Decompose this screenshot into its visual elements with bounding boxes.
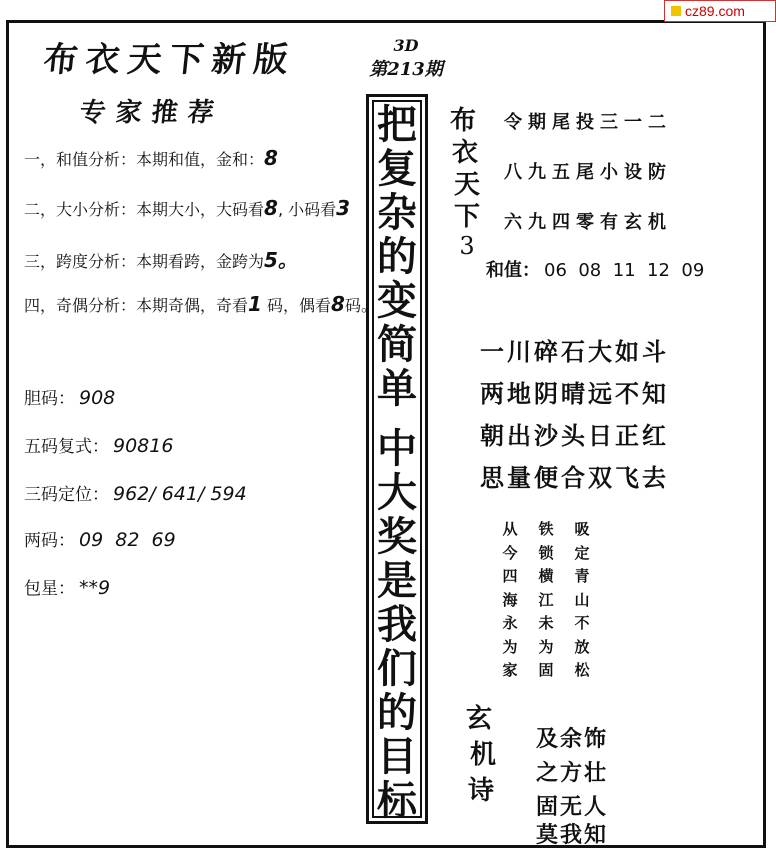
slogan-banner [366,94,428,824]
analysis-label: 三，跨度分析：本期看跨，金跨为 [24,252,265,271]
analysis-label: 四，奇偶分析：本期奇偶，奇看 [24,296,249,315]
analysis-value: 5。 [264,248,298,272]
banner-char: 杂 [377,189,417,236]
pick-dan [24,384,115,409]
hint-line: 八九五尾小设防 [504,162,672,183]
pick-value: 962/ 641/ 594 [113,483,247,505]
analysis-sum [24,146,278,170]
verse-char: 未 [538,614,554,632]
banner-char: 中 [377,425,417,472]
pick-label: 三码定位： [24,485,109,505]
analysis-oddeven [24,292,377,316]
hezhi-label: 和值： [486,260,540,281]
verse-char: 锁 [538,543,554,562]
pick-label: 胆码： [24,389,75,409]
analysis-value-2: 8 [331,292,345,316]
page-title: 布衣天下新版 [41,40,298,80]
banner-char: 把 [377,101,417,148]
poem-line: 朝出沙头日正红 [480,421,669,450]
side-heading-char: 布 [449,106,476,136]
poem-line: 两地阴晴远不知 [480,379,669,408]
issue-game: 3D [393,36,419,55]
xuanji-line: 之方壮 [536,760,609,786]
verse-char: 山 [574,590,590,609]
analysis-label-2: 码，偶看 [267,296,332,315]
hezhi-values: 06 08 11 12 09 [544,260,705,281]
verse-char: 放 [574,637,590,656]
analysis-value: 1 [248,292,262,316]
verse-char: 从 [502,520,518,538]
xuanji-label-char: 玄 [465,704,492,734]
analysis-size: 二，大小分析：本期大小，大码看8, 小码看3 [24,196,351,220]
issue-label [366,36,446,81]
analysis-tail: 码。 [344,296,377,315]
verse-char: 家 [502,661,518,679]
verse-char: 定 [574,543,590,562]
pick-three [24,480,247,505]
banner-char: 奖 [377,513,417,560]
badge-square-icon [671,6,681,16]
verse-char: 横 [538,567,554,585]
verse-char: 永 [502,614,518,632]
xuanji-line: 及余饰 [536,726,609,752]
side-heading-number: 3 [459,232,475,260]
verse-char: 为 [538,637,554,656]
xuanji-label-char: 机 [469,740,496,770]
xuanji-line: 莫我知 [536,822,609,848]
pick-five [24,432,173,457]
side-heading-char: 天 [453,170,480,200]
banner-char: 大 [377,469,417,516]
verse-char: 四 [502,567,518,585]
banner-char: 变 [377,277,417,324]
pick-label: 包星： [24,579,75,599]
banner-char: 的 [377,233,417,280]
issue-period: 第213期 [369,59,443,80]
verse-column [536,518,556,683]
pick-value: 09 82 69 [79,529,176,551]
banner-char: 目 [377,733,417,780]
verse-char: 吸 [574,520,590,538]
analysis-value: 8 [264,196,278,220]
banner-char: 的 [377,689,417,736]
hint-line: 令期尾投三一二 [504,112,672,133]
poem-line: 思量便合双飞去 [480,463,669,492]
side-heading-char: 下 [453,202,480,232]
analysis-label: 二，大小分析：本期大小，大码看 [24,200,265,219]
analysis-label-2: 小码看 [288,200,337,219]
pick-value: 90816 [113,435,174,457]
pick-value: **9 [79,577,111,599]
site-badge[interactable] [664,0,776,22]
pick-label: 五码复式： [24,437,109,457]
verse-char: 海 [502,590,518,609]
poem-line: 一川碎石大如斗 [480,337,669,366]
page-subtitle: 专家推荐 [78,98,226,128]
banner-char: 们 [377,645,417,692]
verse-char: 固 [538,661,554,679]
verse-char: 江 [538,590,554,609]
verse-char: 为 [502,637,518,656]
verse-char: 今 [502,543,518,562]
pick-label: 两码： [24,531,75,551]
badge-text: cz89.com [685,3,745,19]
verse-char: 铁 [538,520,554,538]
banner-char: 标 [377,777,417,824]
banner-char: 是 [377,557,417,604]
verse-char: 青 [574,567,590,585]
verse-column [500,518,520,683]
pick-star [24,574,110,599]
verse-column [572,518,592,683]
verse-char: 不 [574,614,590,632]
pick-two [24,526,176,551]
hint-line: 六九四零有玄机 [504,212,672,233]
xuanji-label-char: 诗 [467,776,494,806]
analysis-span [24,244,298,273]
xuanji-line: 固无人 [536,794,609,820]
verse-char: 松 [574,661,590,679]
analysis-value-2: 3 [336,196,351,220]
banner-char: 我 [377,601,417,648]
side-heading-char: 衣 [451,138,478,168]
banner-char: 单 [377,365,417,412]
analysis-label: 一，和值分析：本期和值，金和： [24,150,265,169]
pick-value: 908 [79,387,116,409]
analysis-value: 8 [264,146,278,170]
banner-char: 简 [377,321,417,368]
banner-char: 复 [377,145,417,192]
hezhi-row [486,256,704,282]
